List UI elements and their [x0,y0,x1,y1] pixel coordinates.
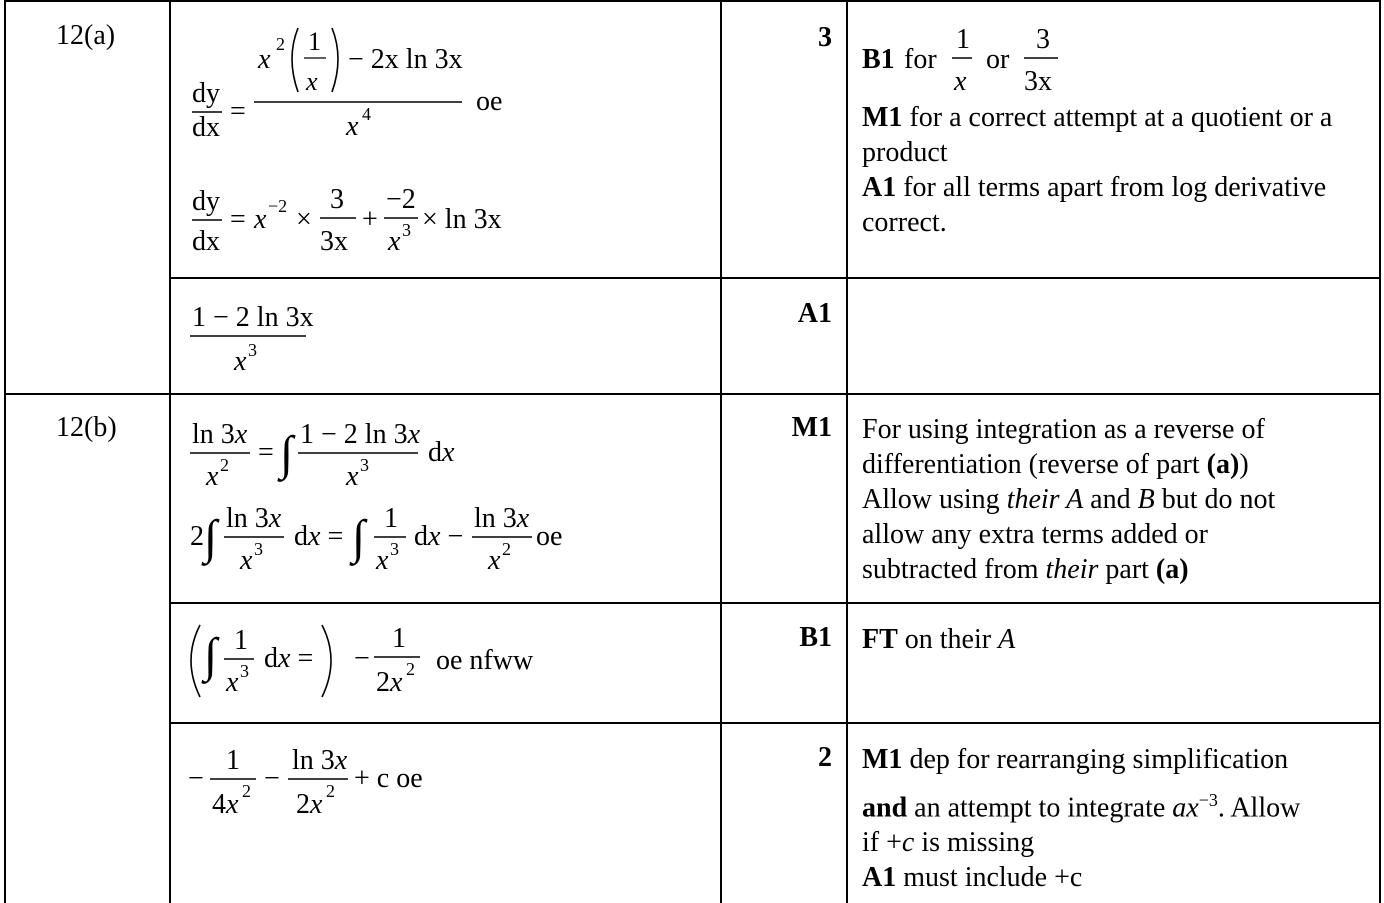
svg-text:2x: 2x [296,789,323,820]
row-divider [169,277,1381,279]
svg-text:dx =: dx = [264,643,314,674]
svg-text:x: x [954,66,967,97]
svg-text:3x: 3x [1024,66,1052,97]
svg-text:x: x [234,346,247,377]
mark-value: B1 [799,622,832,653]
svg-text:x: x [240,545,253,576]
svg-text:ln 3x: ln 3x [192,419,248,450]
svg-text:3: 3 [330,184,344,215]
svg-text:x: x [226,667,239,698]
svg-text:or: or [986,44,1010,75]
dx-text: dx [192,112,220,143]
svg-text:1 − 2 ln 3x: 1 − 2 ln 3x [300,419,421,450]
one-over-x-num: 1 [308,27,321,56]
table-divider-marks [846,0,848,903]
svg-text:2x: 2x [376,667,403,698]
question-number: 12(a) [56,20,116,51]
one-over-x-den: x [306,67,318,96]
svg-text:4x: 4x [212,789,239,820]
mark-value: M1 [791,412,832,443]
mark-value: 3 [818,22,832,53]
guidance-text: FT on their A [862,624,1016,655]
mark-value: 2 [818,742,832,773]
answer-math-integral [180,405,710,595]
answer-math-final [180,735,710,835]
svg-text:1: 1 [226,745,240,776]
svg-text:×: × [296,204,312,235]
x-var: x [258,44,271,75]
svg-text:3x: 3x [320,226,348,257]
dy-text: dy [192,78,220,109]
x4-exponent: 4 [362,104,371,124]
svg-text:1: 1 [384,503,398,534]
svg-text:3: 3 [402,220,411,240]
mark-value: A1 [797,298,832,329]
svg-text:oe: oe [536,521,563,552]
svg-text:3: 3 [254,539,263,559]
row-divider [4,393,1381,395]
table-border-left [4,0,6,903]
svg-text:1: 1 [234,625,248,656]
svg-text:1 − 2 ln 3x: 1 − 2 ln 3x [192,302,314,333]
guidance-text: M1 dep for rearranging simplification and an attempt to integrate $ax^{-3}$. Allow if +c is missing A1 must include +c [862,744,1301,894]
numerator-term: − 2x ln 3x [348,44,463,75]
table-divider-answer [720,0,722,903]
svg-text:oe nfww: oe nfww [436,645,534,676]
svg-text:ln 3x: ln 3x [474,503,530,534]
table-border-right [1379,0,1381,903]
svg-text:3: 3 [390,539,399,559]
svg-text:−: − [354,643,370,674]
table-border-top [4,0,1381,2]
svg-text:x: x [388,226,401,257]
svg-text:=: = [258,437,274,468]
guidance-text: For using integration as a reverse of differentiation (reverse of part (a)) Allow using their A and B but do not allow any extra terms added or subtracted from their part (a) [862,414,1276,585]
svg-text:∫: ∫ [204,629,218,682]
svg-text:dx −: dx − [414,521,464,552]
guidance-b1-fraction [860,20,1120,100]
svg-text:dx: dx [192,226,220,257]
svg-text:−2: −2 [386,184,416,215]
svg-text:x: x [254,204,267,235]
svg-text:2: 2 [502,539,511,559]
row-divider [169,602,1381,604]
svg-text:x: x [206,461,219,492]
svg-text:∫: ∫ [280,427,294,480]
svg-text:3: 3 [248,340,257,360]
svg-text:B1: B1 [862,44,895,75]
svg-text:3: 3 [1036,24,1050,55]
svg-text:2: 2 [326,781,335,801]
svg-text:∫: ∫ [352,511,366,564]
svg-text:=: = [230,96,246,127]
svg-text:1: 1 [956,24,970,55]
svg-text:+ c oe: + c oe [354,763,423,794]
answer-math-quotient [180,10,710,270]
svg-text:−: − [188,763,204,794]
svg-text:2: 2 [220,455,229,475]
table-divider-question [169,0,171,903]
answer-math-simplified [180,290,480,390]
oe-label: oe [476,86,503,117]
svg-text:2: 2 [242,781,251,801]
svg-text:3: 3 [240,661,249,681]
svg-text:x: x [346,111,359,142]
svg-text:1: 1 [392,623,406,654]
svg-text:x: x [376,545,389,576]
svg-text:−: − [264,763,280,794]
svg-text:dy: dy [192,186,220,217]
svg-text:for: for [904,44,937,75]
svg-text:x: x [346,461,359,492]
svg-text:2: 2 [190,521,204,552]
squared-exponent: 2 [276,34,285,54]
svg-text:ln 3x: ln 3x [226,503,282,534]
svg-text:ln 3x: ln 3x [292,745,348,776]
svg-text:x: x [488,545,501,576]
answer-math-integral-result [180,615,710,715]
neg-two-exponent: −2 [268,196,288,216]
svg-text:∫: ∫ [204,511,218,564]
question-number: 12(b) [56,412,117,443]
row-divider [169,722,1381,724]
svg-text:× ln 3x: × ln 3x [422,204,502,235]
svg-text:dx =: dx = [294,521,344,552]
guidance-text: M1 for a correct attempt at a quotient or a product A1 for all terms apart from log derivative correct. [862,102,1333,238]
svg-text:+: + [362,204,378,235]
svg-text:=: = [230,204,246,235]
svg-text:dx: dx [428,437,455,468]
svg-text:2: 2 [406,659,415,679]
svg-text:3: 3 [360,455,369,475]
